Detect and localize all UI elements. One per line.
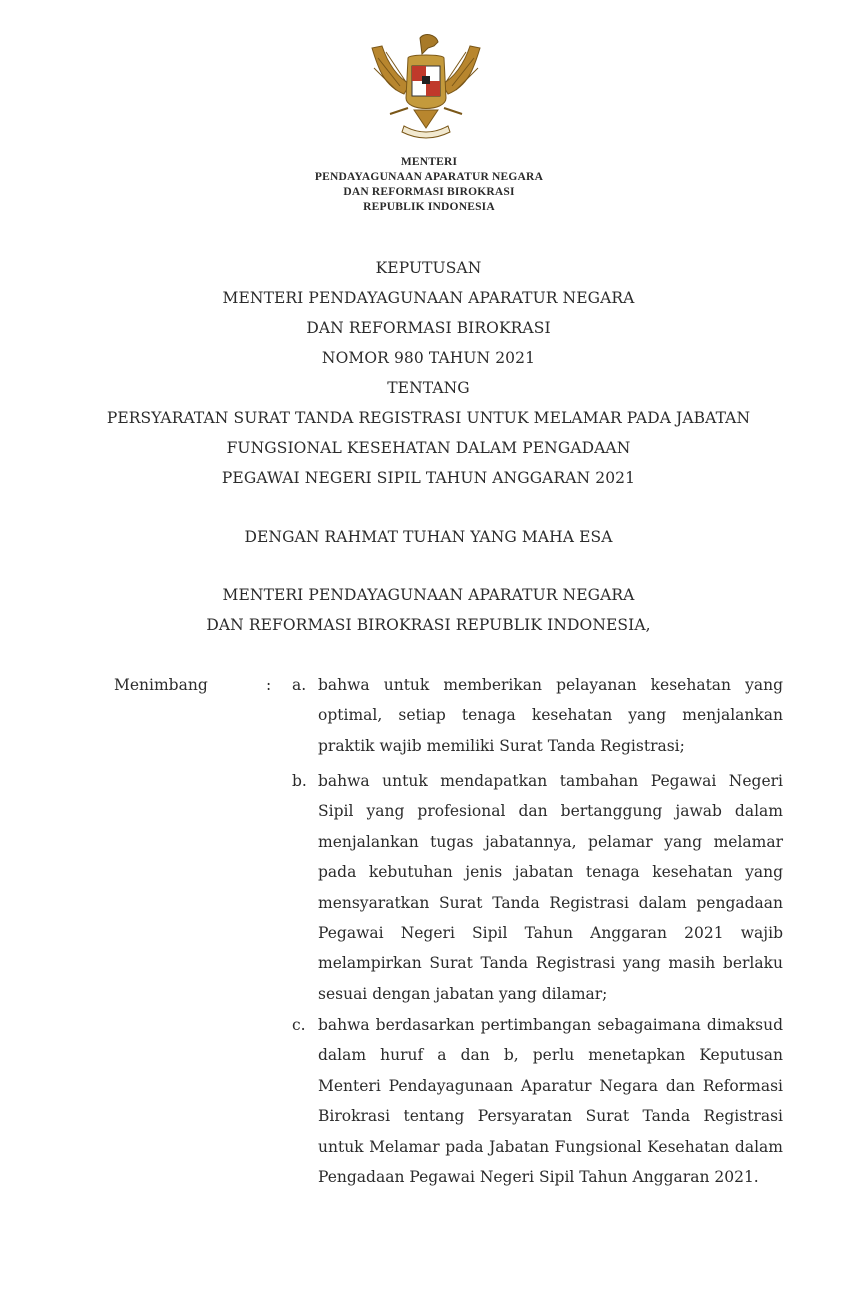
menimbang-colon: : xyxy=(266,676,272,694)
item-marker: a. xyxy=(292,676,307,694)
agency-header xyxy=(270,155,588,215)
invocation: DENGAN RAHMAT TUHAN YANG MAHA ESA xyxy=(244,528,613,546)
title-line: PEGAWAI NEGERI SIPIL TAHUN ANGGARAN 2021 xyxy=(221,469,636,487)
consideration-item: bahwa untuk memberikan pelayanan kesehatan yang optimal, setiap tenaga kesehatan yang menjalankan praktik wajib memiliki Surat Tanda Registrasi; xyxy=(318,676,783,755)
decree-number: NOMOR 980 TAHUN 2021 xyxy=(321,349,536,367)
menimbang-label: Menimbang xyxy=(114,676,208,694)
issuer-line: MENTERI PENDAYAGUNAAN APARATUR NEGARA xyxy=(222,586,635,604)
agency-line: MENTERI xyxy=(400,156,458,168)
title-line: PERSYARATAN SURAT TANDA REGISTRASI UNTUK MELAMAR PADA JABATAN xyxy=(106,409,751,427)
agency-line: DAN REFORMASI BIROKRASI xyxy=(343,186,515,198)
item-marker: b. xyxy=(292,772,307,790)
garuda-emblem-icon xyxy=(364,28,488,150)
consideration-item: bahwa untuk mendapatkan tambahan Pegawai Negeri Sipil yang profesional dan bertanggung jawab dalam menjalankan tugas jabatannya, pelamar yang melamar pada kebutuhan jenis jabatan tenaga kesehatan yang mensyaratkan Surat Tanda Registrasi dalam pengadaan Pegawai Negeri Sipil Tahun Anggaran 2021 wajib melampirkan Surat Tanda Registrasi yang masih berlaku sesuai dengan jabatan yang dilamar; xyxy=(318,772,783,1003)
title-line: FUNGSIONAL KESEHATAN DALAM PENGADAAN xyxy=(226,439,631,457)
title-line: DAN REFORMASI BIROKRASI xyxy=(306,319,551,337)
title-line: MENTERI PENDAYAGUNAAN APARATUR NEGARA xyxy=(222,289,635,307)
title-line: KEPUTUSAN xyxy=(375,259,482,277)
item-marker: c. xyxy=(292,1016,306,1034)
consideration-item: bahwa berdasarkan pertimbangan sebagaimana dimaksud dalam huruf a dan b, perlu menetapkan Keputusan Menteri Pendayagunaan Aparatur Negara dan Reformasi Birokrasi tentang Persyaratan Surat Tanda Registrasi untuk Melamar pada Jabatan Fungsional Kesehatan dalam Pengadaan Pegawai Negeri Sipil Tahun Anggaran 2021. xyxy=(318,1016,783,1187)
title-line: TENTANG xyxy=(387,379,470,397)
agency-line: PENDAYAGUNAAN APARATUR NEGARA xyxy=(314,171,544,183)
agency-line: REPUBLIK INDONESIA xyxy=(363,201,495,213)
issuer-line: DAN REFORMASI BIROKRASI REPUBLIK INDONESIA, xyxy=(206,616,651,634)
